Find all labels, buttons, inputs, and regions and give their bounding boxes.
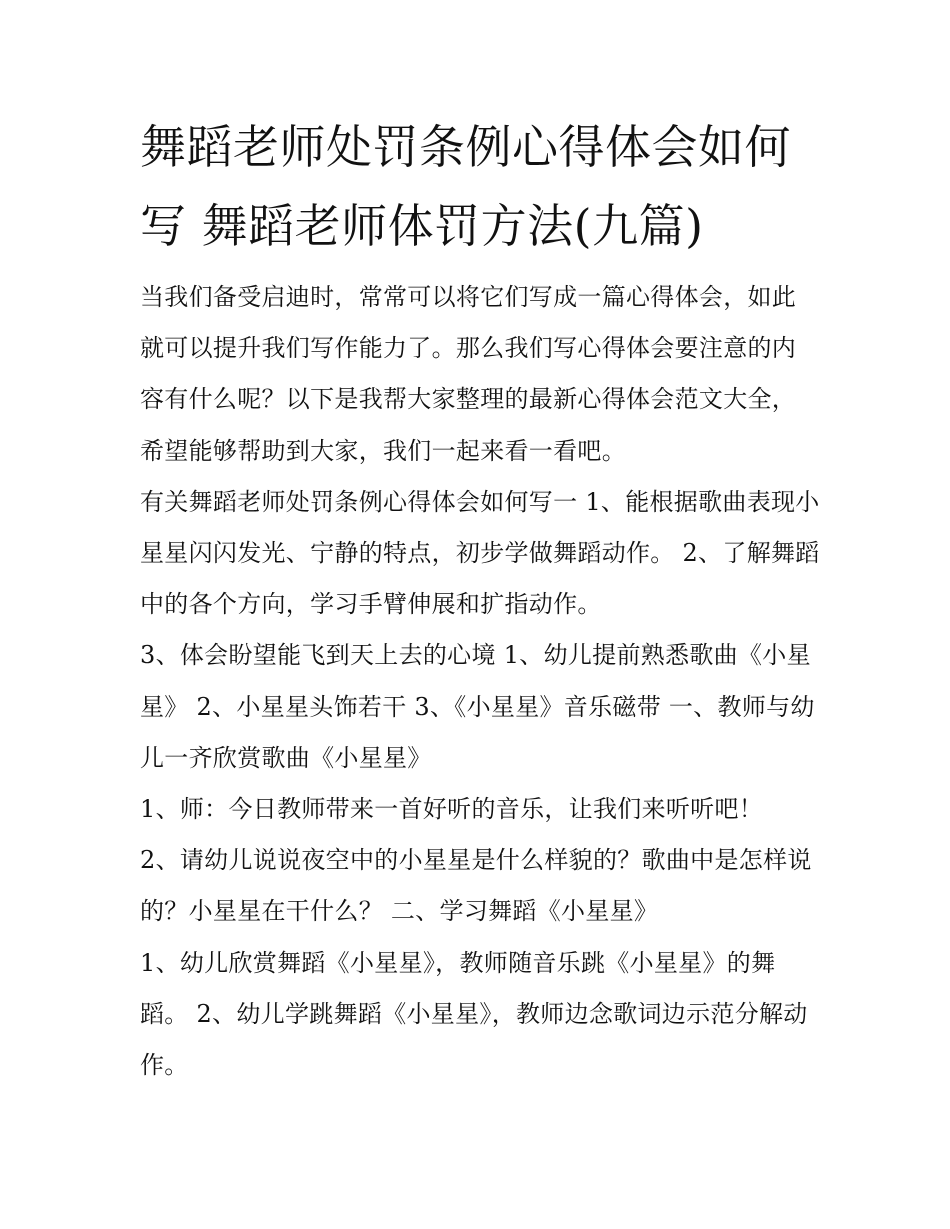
paragraph-step-1: 1、师：今日教师带来一首好听的音乐，让我们来听听吧！ (140, 795, 764, 824)
paragraph-goals: 有关舞蹈老师处罚条例心得体会如何写一 1、能根据歌曲表现小星星闪闪发光、宁静的特点，初步学做舞蹈动作。 2、了解舞蹈中的各个方向，学习手臂伸展和扩指动作。 (140, 487, 820, 619)
paragraph-preparation: 3、体会盼望能飞到天上去的心境 1、幼儿提前熟悉歌曲《小星星》 2、小星星头饰若干 3、《小星星》音乐磁带 一、教师与幼儿一齐欣赏歌曲《小星星》 (140, 641, 815, 772)
document-title: 舞蹈老师处罚条例心得体会如何写 舞蹈老师体罚方法(九篇) (140, 120, 791, 253)
paragraph-intro: 当我们备受启迪时，常常可以将它们写成一篇心得体会，如此就可以提升我们写作能力了。那么我们写心得体会要注意的内容有什么呢？以下是我帮大家整理的最新心得体会范文大全，希望能够帮助到大家，我们一起来看一看吧。 (140, 283, 797, 465)
document-page (140, 108, 820, 1091)
paragraph-step-2: 2、请幼儿说说夜空中的小星星是什么样貌的？歌曲中是怎样说的？小星星在干什么？ 二、学习舞蹈《小星星》 (140, 846, 812, 926)
paragraph-step-3: 1、幼儿欣赏舞蹈《小星星》，教师随音乐跳《小星星》的舞蹈。 2、幼儿学跳舞蹈《小星星》，教师边念歌词边示范分解动作。 (140, 948, 808, 1080)
